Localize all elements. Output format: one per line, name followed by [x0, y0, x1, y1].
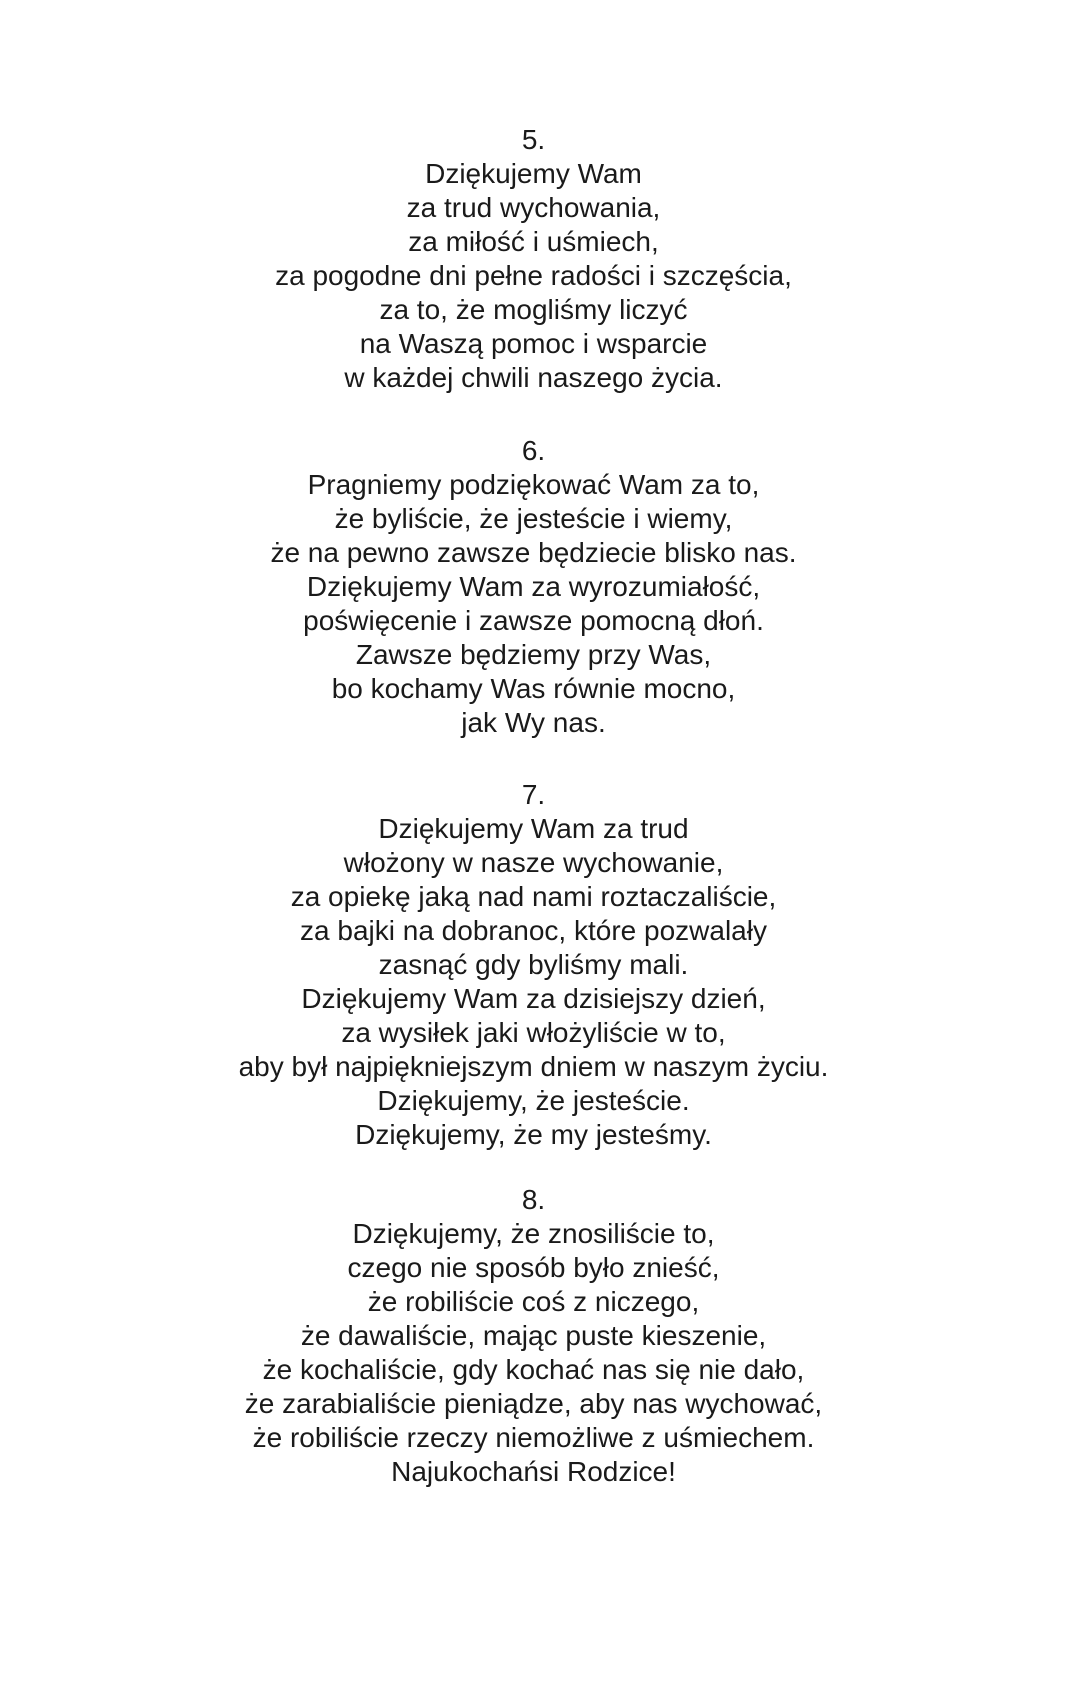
- stanza-line: za wysiłek jaki włożyliście w to,: [341, 1017, 726, 1048]
- stanza-number: 5.: [521, 124, 546, 155]
- stanza-line: że dawaliście, mając puste kieszenie,: [300, 1320, 767, 1351]
- stanza-line: Najukochańsi Rodzice!: [391, 1456, 676, 1487]
- stanza-line: za to, że mogliśmy liczyć: [379, 294, 688, 325]
- stanza-line: bo kochamy Was równie mocno,: [331, 673, 736, 704]
- stanza-line: że zarabialiście pieniądze, aby nas wychować,: [244, 1388, 823, 1419]
- stanza-8: [0, 1183, 1067, 1489]
- stanza-line: za trud wychowania,: [406, 192, 661, 223]
- stanza-6: [0, 434, 1067, 740]
- stanza-line: za miłość i uśmiech,: [408, 226, 659, 257]
- stanza-line: że byliście, że jesteście i wiemy,: [334, 503, 733, 534]
- stanza-line: włożony w nasze wychowanie,: [343, 847, 724, 878]
- stanza-line: czego nie sposób było znieść,: [347, 1252, 720, 1283]
- stanza-line: za opiekę jaką nad nami roztaczaliście,: [290, 881, 777, 912]
- stanza-line: za pogodne dni pełne radości i szczęścia,: [275, 260, 792, 291]
- stanza-line: że robiliście rzeczy niemożliwe z uśmiechem.: [252, 1422, 815, 1453]
- stanza-line: że kochaliście, gdy kochać nas się nie dało,: [262, 1354, 805, 1385]
- stanza-line: że na pewno zawsze będziecie blisko nas.: [270, 537, 797, 568]
- stanza-line: aby był najpiękniejszym dniem w naszym życiu.: [238, 1051, 829, 1082]
- stanza-line: w każdej chwili naszego życia.: [344, 362, 723, 393]
- stanza-line: że robiliście coś z niczego,: [367, 1286, 700, 1317]
- stanza-line: jak Wy nas.: [461, 707, 606, 738]
- stanza-line: na Waszą pomoc i wsparcie: [359, 328, 708, 359]
- stanza-line: za bajki na dobranoc, które pozwalały: [300, 915, 767, 946]
- stanza-number: 6.: [521, 435, 546, 466]
- stanza-line: Pragniemy podziękować Wam za to,: [307, 469, 760, 500]
- stanza-line: Dziękujemy Wam: [425, 158, 642, 189]
- stanza-number: 8.: [521, 1184, 546, 1215]
- stanza-line: Dziękujemy Wam za trud: [378, 813, 689, 844]
- stanza-line: Dziękujemy, że znosiliście to,: [352, 1218, 715, 1249]
- stanza-line: Dziękujemy, że jesteście.: [377, 1085, 690, 1116]
- stanza-line: Dziękujemy Wam za dzisiejszy dzień,: [301, 983, 766, 1014]
- stanza-line: Dziękujemy, że my jesteśmy.: [355, 1119, 712, 1150]
- stanza-7: [0, 778, 1067, 1152]
- stanza-line: Zawsze będziemy przy Was,: [355, 639, 712, 670]
- stanza-line: poświęcenie i zawsze pomocną dłoń.: [303, 605, 764, 636]
- stanza-line: Dziękujemy Wam za wyrozumiałość,: [306, 571, 761, 602]
- stanza-5: [0, 123, 1067, 395]
- stanza-line: zasnąć gdy byliśmy mali.: [378, 949, 689, 980]
- stanza-number: 7.: [521, 779, 546, 810]
